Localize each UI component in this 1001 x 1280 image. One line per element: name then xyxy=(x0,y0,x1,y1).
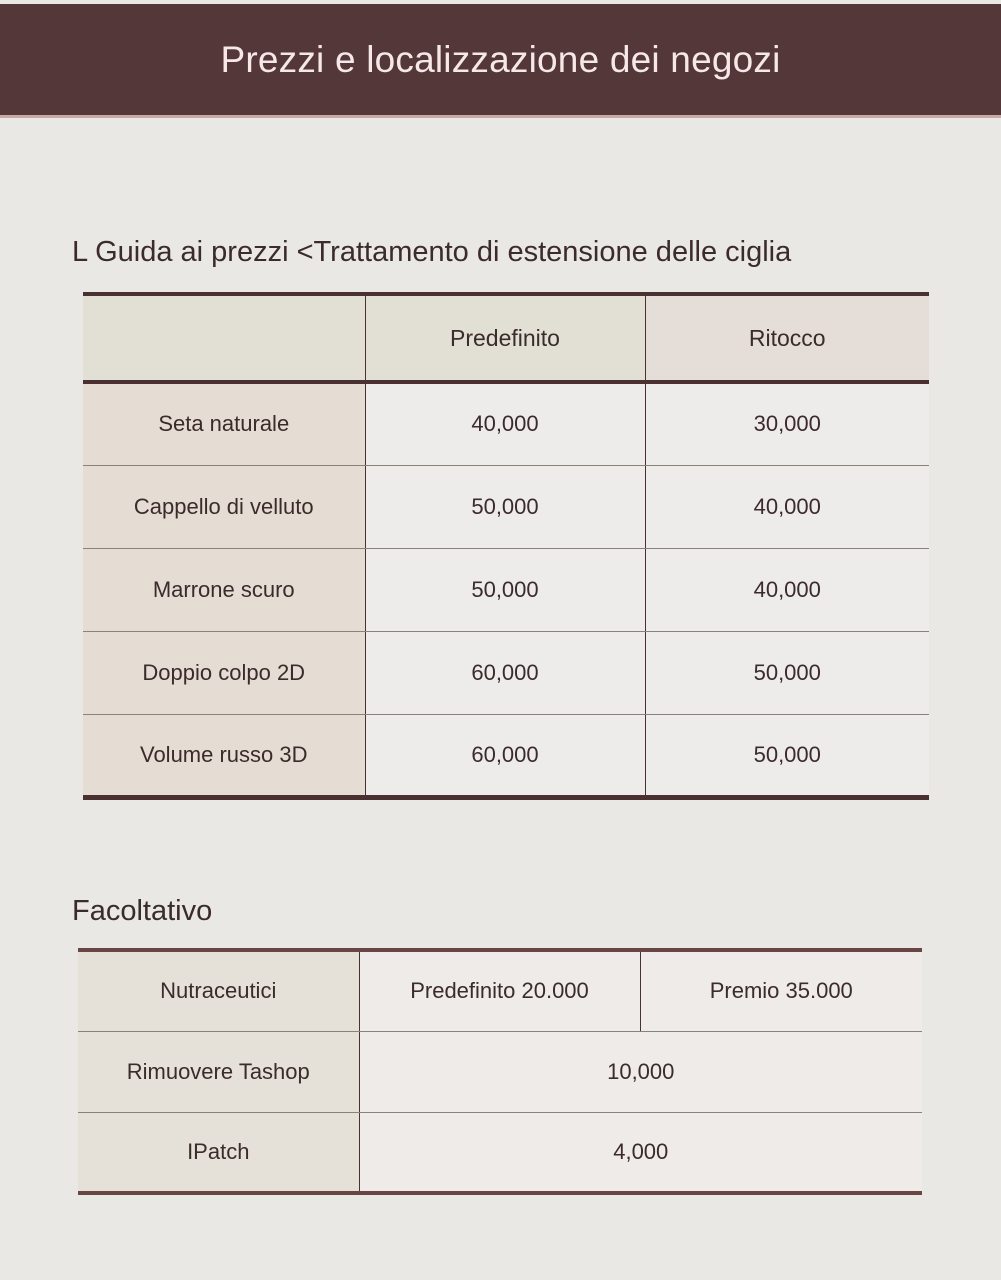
table-row xyxy=(83,548,929,631)
table-row xyxy=(83,631,929,714)
table-row xyxy=(78,950,922,1031)
row-value-ritocco: 50,000 xyxy=(645,631,929,714)
row-value-predefinito: 40,000 xyxy=(365,382,645,465)
row-value-predefinito: 60,000 xyxy=(365,714,645,797)
table-row xyxy=(83,465,929,548)
page-header-banner xyxy=(0,4,1001,115)
row-label-marrone-scuro: Marrone scuro xyxy=(83,548,365,631)
table-row xyxy=(78,1031,922,1112)
row-value-predefinito: 60,000 xyxy=(365,631,645,714)
row-value-ritocco: 30,000 xyxy=(645,382,929,465)
row-label-nutraceutici: Nutraceutici xyxy=(78,950,359,1031)
table-row xyxy=(83,714,929,797)
row-value-ritocco: 50,000 xyxy=(645,714,929,797)
row-value-ritocco: 40,000 xyxy=(645,465,929,548)
row-value-merged: 4,000 xyxy=(359,1112,922,1193)
optional-price-table xyxy=(78,948,922,1195)
column-header-ritocco: Ritocco xyxy=(645,294,929,382)
row-value-predefinito: Predefinito 20.000 xyxy=(359,950,640,1031)
lash-price-table xyxy=(83,292,929,800)
row-label-rimuovere-tashop: Rimuovere Tashop xyxy=(78,1031,359,1112)
table-row xyxy=(83,382,929,465)
row-label-seta-naturale: Seta naturale xyxy=(83,382,365,465)
row-label-volume-russo-3d: Volume russo 3D xyxy=(83,714,365,797)
primary-section-heading: L Guida ai prezzi <Trattamento di estensione delle ciglia xyxy=(72,236,792,268)
row-value-merged: 10,000 xyxy=(359,1031,922,1112)
row-value-premio: Premio 35.000 xyxy=(640,950,922,1031)
row-label-doppio-colpo-2d: Doppio colpo 2D xyxy=(83,631,365,714)
page-title: Prezzi e localizzazione dei negozi xyxy=(220,39,781,80)
table-body xyxy=(83,382,929,797)
column-header-blank xyxy=(83,294,365,382)
optional-section-heading: Facoltativo xyxy=(72,895,213,927)
banner-underline-divider xyxy=(0,115,1001,118)
table-head xyxy=(83,294,929,382)
row-label-ipatch: IPatch xyxy=(78,1112,359,1193)
row-value-ritocco: 40,000 xyxy=(645,548,929,631)
table-header-row xyxy=(83,294,929,382)
row-value-predefinito: 50,000 xyxy=(365,548,645,631)
table-body xyxy=(78,950,922,1193)
row-label-cappello-di-velluto: Cappello di velluto xyxy=(83,465,365,548)
table-row xyxy=(78,1112,922,1193)
row-value-predefinito: 50,000 xyxy=(365,465,645,548)
column-header-predefinito: Predefinito xyxy=(365,294,645,382)
